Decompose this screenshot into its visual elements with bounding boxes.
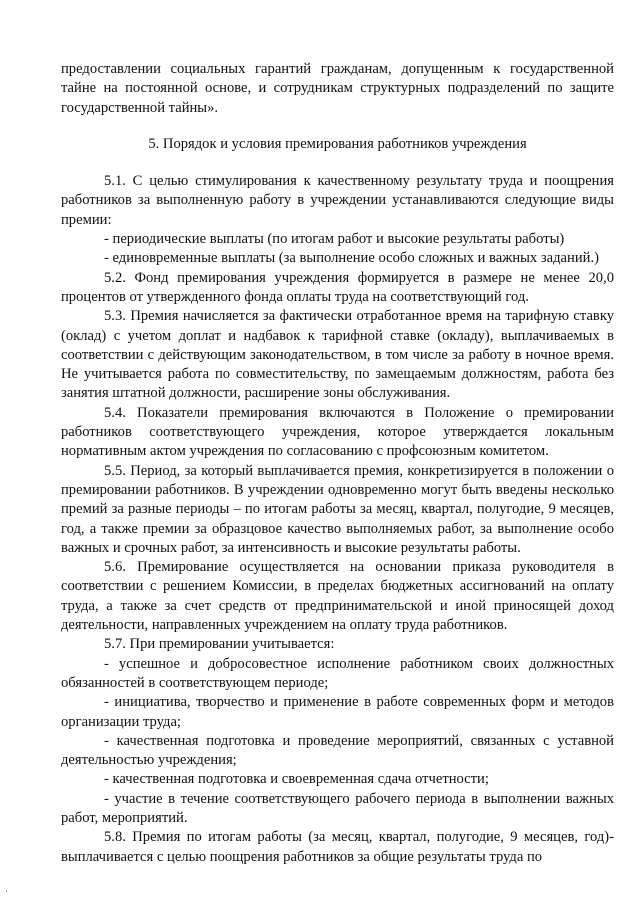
scan-mark xyxy=(6,890,7,892)
criterion-item: - качественная подготовка и своевременная сдача отчетности; xyxy=(104,771,489,788)
section-title: 5. Порядок и условия премирования работников учреждения xyxy=(148,135,527,152)
paragraph-5-6: 5.6. Премирование осуществляется на основании приказа руководителя в соответствии с решением Комиссии, в пределах бюджетных ассигнований на оплату труда, а также за счет средств от предпринимательской и иной приносящей доход деятельности, направленных учреждением на оплату труда работников. xyxy=(61,559,614,634)
paragraph-5-8: 5.8. Премия по итогам работы (за месяц, квартал, полугодие, 9 месяцев, год)- выплачивается с целью поощрения работников за общие результаты труда по xyxy=(61,829,614,865)
paragraph-5-7: 5.7. При премировании учитывается: xyxy=(104,636,335,653)
criterion-item: - инициатива, творчество и применение в работе современных форм и методов организации труда; xyxy=(61,694,614,730)
bonus-type-periodic: - периодические выплаты (по итогам работ и высокие результаты работы) xyxy=(104,231,565,248)
paragraph-5-2: 5.2. Фонд премирования учреждения формируется в размере не менее 20,0 процентов от утвержденного фонда оплаты труда на соответствующий год. xyxy=(61,269,614,305)
bonus-type-one-time: - единовременные выплаты (за выполнение особо сложных и важных заданий.) xyxy=(104,250,599,267)
paragraph-5-1: 5.1. С целью стимулирования к качественному результату труда и поощрения работников за выполненную работу в учреждении устанавливаются следующие виды премии: xyxy=(61,173,614,228)
paragraph-5-5: 5.5. Период, за который выплачивается премия, конкретизируется в положении о премировании работников. В учреждении одновременно могут быть введены несколько премий за разные периоды – по итогам работы за месяц, квартал, полугодие, 9 месяцев, год, а также премии за образцовое качество выполняемых работ, за выполнение особо важных и срочных работ, за интенсивность и высокие результаты работы. xyxy=(61,462,614,556)
paragraph-5-3: 5.3. Премия начисляется за фактически отработанное время на тарифную ставку (оклад) с учетом доплат и надбавок к тарифной ставке (окладу), выплачиваемых в соответствии с действующим законодательством, в том числе за работу в ночное время. Не учитывается работа по совместительству, по замещаемым должностям, работа без занятия штатной должности, расширение зоны обслуживания. xyxy=(61,308,614,402)
criterion-item: - качественная подготовка и проведение мероприятий, связанных с уставной деятельностью учреждения; xyxy=(61,732,614,769)
intro-paragraph: предоставлении социальных гарантий гражданам, допущенным к государственной тайне на постоянной основе, и сотрудникам структурных подразделений по защите государственной тайны». xyxy=(61,61,614,116)
criterion-item: - успешное и добросовестное исполнение работником своих должностных обязанностей в соответствующем периоде; xyxy=(61,655,614,691)
paragraph-5-4: 5.4. Показатели премирования включаются в Положение о премировании работников соответствующего учреждения, которое утверждается локальным нормативным актом учреждения по согласованию с профсоюзным комитетом. xyxy=(61,404,614,460)
document-page xyxy=(61,60,614,867)
criterion-item: - участие в течение соответствующего рабочего периода в выполнении важных работ, мероприятий. xyxy=(61,790,614,826)
